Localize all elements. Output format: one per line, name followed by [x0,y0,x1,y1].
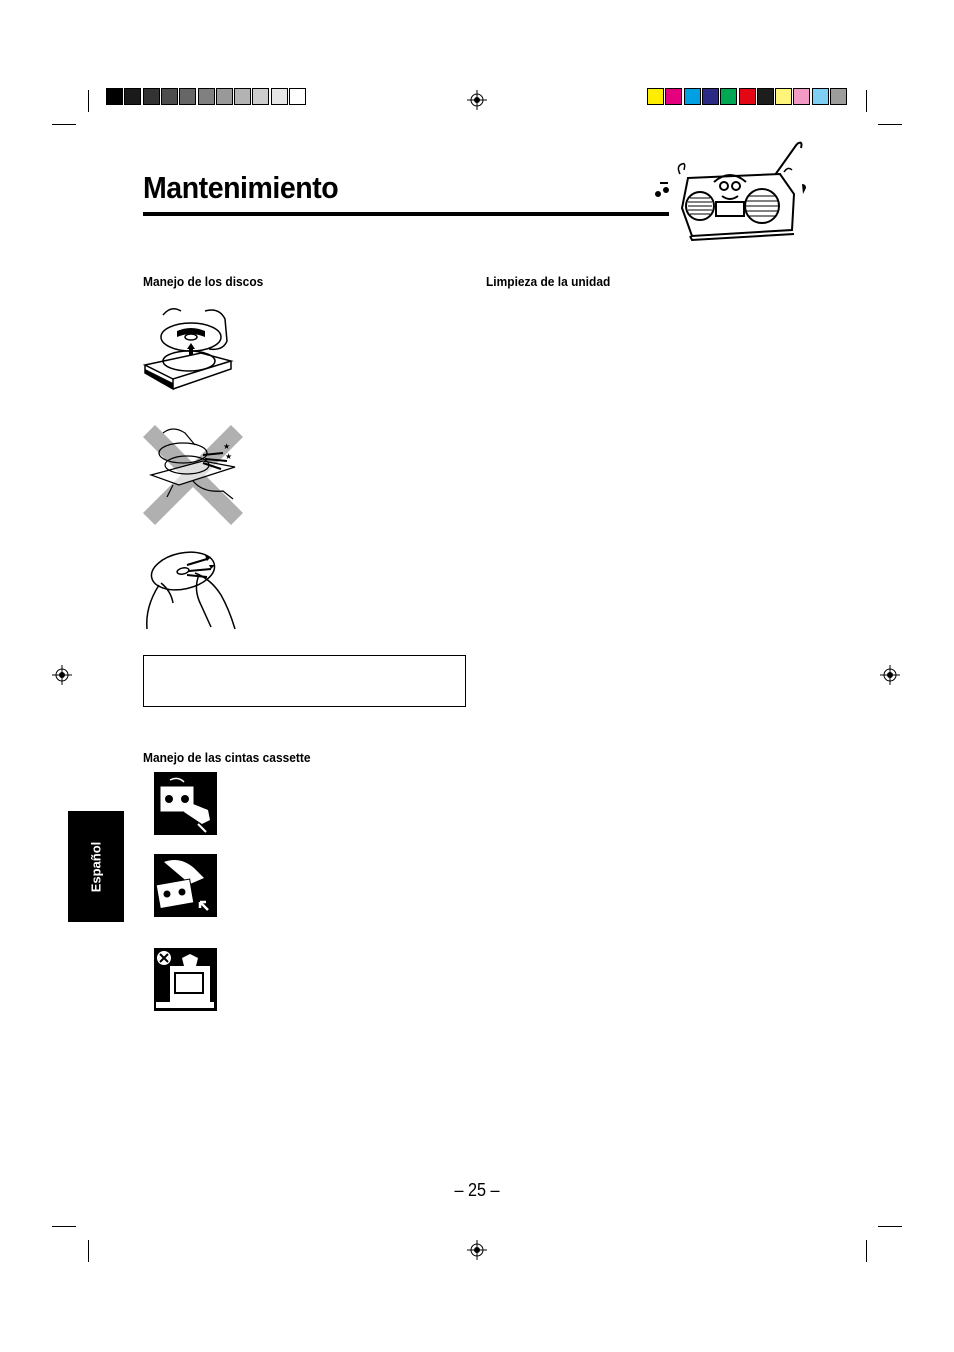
disc-tray-illustration-icon [143,303,233,391]
boombox-illustration-icon [652,138,810,242]
calibration-swatch [234,88,251,105]
crop-mark [878,124,902,125]
calibration-swatch [124,88,141,105]
calibration-swatch [757,88,774,105]
calibration-swatch [830,88,847,105]
crop-mark [88,90,89,112]
calibration-swatch [252,88,269,105]
calibration-swatch [793,88,810,105]
language-tab [68,811,124,922]
page-number [0,1180,954,1201]
calibration-swatch [812,88,829,105]
note-box [143,655,466,707]
page-number-text: – 25 – [454,1180,500,1200]
disc-cleaning-illustration-icon [143,545,243,633]
calibration-swatch [720,88,737,105]
crop-mark [866,1240,867,1262]
title-rule [143,212,669,216]
calibration-swatch [665,88,682,105]
crop-mark [878,1226,902,1227]
registration-mark-icon [52,665,72,685]
crop-mark [52,1226,76,1227]
calibration-swatch [739,88,756,105]
section-heading-cleaning: Limpieza de la unidad [486,274,611,289]
registration-mark-icon [467,1240,487,1260]
cassette-tension-illustration-icon [154,772,217,835]
crop-mark [88,1240,89,1262]
calibration-swatch [647,88,664,105]
calibration-swatch [216,88,233,105]
disc-wrong-handling-illustration-icon [143,425,243,523]
calibration-swatch [161,88,178,105]
registration-mark-icon [467,90,487,110]
crop-mark [866,90,867,112]
calibration-swatch [143,88,160,105]
section-heading-discs: Manejo de los discos [143,274,264,289]
calibration-swatch [271,88,288,105]
calibration-swatch [179,88,196,105]
crop-mark [52,124,76,125]
cassette-heat-warning-illustration-icon [154,948,217,1011]
language-tab-label: Español [88,841,104,892]
calibration-swatch [702,88,719,105]
calibration-swatch [198,88,215,105]
svg-text:★: ★ [225,452,233,461]
section-heading-cassettes: Manejo de las cintas cassette [143,750,311,765]
calibration-swatch [684,88,701,105]
calibration-swatch [775,88,792,105]
calibration-swatch [289,88,306,105]
page-title: Mantenimiento [143,170,339,205]
calibration-swatch [106,88,123,105]
cassette-storage-illustration-icon [154,854,217,917]
svg-text:★: ★ [223,442,231,451]
registration-mark-icon [880,665,900,685]
